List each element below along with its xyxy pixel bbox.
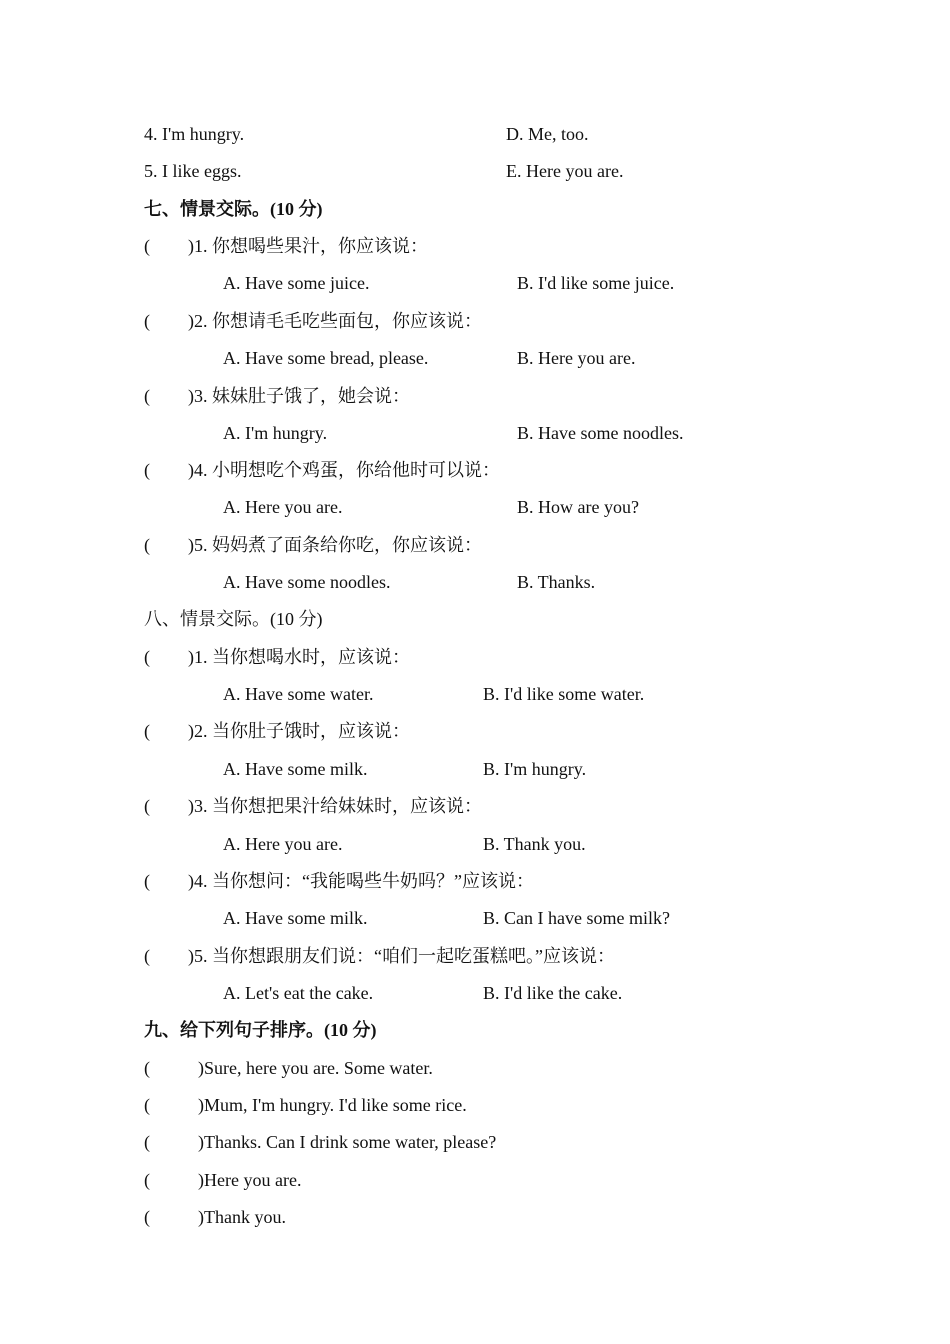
answer-blank[interactable]: (	[144, 1058, 150, 1078]
s7-q1	[144, 233, 428, 259]
question-text: 当你肚子饿时，应该说：	[212, 721, 410, 741]
s7-q3	[144, 383, 410, 409]
question-text: 你想请毛毛吃些面包，你应该说：	[212, 311, 482, 331]
s7-q2-option-a: A. Have some bread, please.	[223, 348, 429, 368]
question-number: )4.	[188, 460, 208, 480]
question-number: )4.	[188, 871, 208, 891]
question-text: 当你想跟朋友们说：“咱们一起吃蛋糕吧。”应该说：	[212, 946, 615, 966]
s7-q1-option-a: A. Have some juice.	[223, 273, 370, 293]
answer-blank[interactable]: (	[144, 535, 150, 555]
answer-blank[interactable]: (	[144, 721, 150, 741]
s7-q1-option-b: B. I'd like some juice.	[517, 273, 675, 293]
match-row-5	[144, 158, 241, 184]
s8-q3-option-a: A. Here you are.	[223, 834, 343, 854]
sentence-text: )Here you are.	[198, 1170, 302, 1190]
question-text: 妹妹肚子饿了，她会说：	[212, 386, 410, 406]
s8-q1-option-b: B. I'd like some water.	[483, 684, 645, 704]
s9-sentence-2	[144, 1092, 467, 1118]
s7-q3-option-b: B. Have some noodles.	[517, 423, 684, 443]
s7-q2-option-b: B. Here you are.	[517, 348, 636, 368]
answer-blank[interactable]: (	[144, 1207, 150, 1227]
question-number: )3.	[188, 386, 208, 406]
question-number: )5.	[188, 946, 208, 966]
answer-blank[interactable]: (	[144, 946, 150, 966]
s8-q4-option-b: B. Can I have some milk?	[483, 908, 670, 928]
section8-heading: 八、情景交际。(10 分)	[144, 609, 323, 629]
s9-sentence-1	[144, 1055, 433, 1081]
sentence-text: )Thanks. Can I drink some water, please?	[198, 1132, 497, 1152]
s7-q4-option-a: A. Here you are.	[223, 497, 343, 517]
match-left-4: 4. I'm hungry.	[144, 124, 245, 144]
answer-blank[interactable]: (	[144, 236, 150, 256]
s8-q3	[144, 793, 482, 819]
answer-blank[interactable]: (	[144, 311, 150, 331]
s8-q4-option-a: A. Have some milk.	[223, 908, 368, 928]
s9-sentence-4	[144, 1167, 301, 1193]
s7-q5-option-a: A. Have some noodles.	[223, 572, 391, 592]
answer-blank[interactable]: (	[144, 647, 150, 667]
question-number: )3.	[188, 796, 208, 816]
question-number: )2.	[188, 311, 208, 331]
answer-blank[interactable]: (	[144, 871, 150, 891]
question-text: 当你想喝水时，应该说：	[212, 647, 410, 667]
s8-q2-option-a: A. Have some milk.	[223, 759, 368, 779]
section9-heading: 九、给下列句子排序。(10 分)	[144, 1020, 377, 1040]
s7-q2	[144, 308, 482, 334]
question-text: 小明想吃个鸡蛋，你给他时可以说：	[212, 460, 500, 480]
answer-blank[interactable]: (	[144, 386, 150, 406]
s7-q5-option-b: B. Thanks.	[517, 572, 596, 592]
section7-heading: 七、情景交际。(10 分)	[144, 199, 323, 219]
match-row-4	[144, 121, 244, 147]
question-text: 妈妈煮了面条给你吃，你应该说：	[212, 535, 482, 555]
s8-q5-option-b: B. I'd like the cake.	[483, 983, 623, 1003]
s7-q5	[144, 532, 482, 558]
sentence-text: )Mum, I'm hungry. I'd like some rice.	[198, 1095, 467, 1115]
s7-q3-option-a: A. I'm hungry.	[223, 423, 328, 443]
s8-q5	[144, 943, 615, 969]
match-left-5: 5. I like eggs.	[144, 161, 242, 181]
s8-q3-option-b: B. Thank you.	[483, 834, 586, 854]
answer-blank[interactable]: (	[144, 460, 150, 480]
s8-q5-option-a: A. Let's eat the cake.	[223, 983, 374, 1003]
s8-q2-option-b: B. I'm hungry.	[483, 759, 587, 779]
s8-q1-option-a: A. Have some water.	[223, 684, 374, 704]
s7-q4	[144, 457, 500, 483]
s7-q4-option-b: B. How are you?	[517, 497, 639, 517]
question-text: 当你想把果汁给妹妹时，应该说：	[212, 796, 482, 816]
sentence-text: )Thank you.	[198, 1207, 286, 1227]
question-number: )5.	[188, 535, 208, 555]
s9-sentence-5	[144, 1204, 286, 1230]
question-text: 你想喝些果汁，你应该说：	[212, 236, 428, 256]
s9-sentence-3	[144, 1129, 496, 1155]
match-right-e: E. Here you are.	[506, 161, 624, 181]
s8-q2	[144, 718, 410, 744]
sentence-text: )Sure, here you are. Some water.	[198, 1058, 433, 1078]
answer-blank[interactable]: (	[144, 1132, 150, 1152]
answer-blank[interactable]: (	[144, 796, 150, 816]
answer-blank[interactable]: (	[144, 1170, 150, 1190]
s8-q4	[144, 868, 534, 894]
question-number: )2.	[188, 721, 208, 741]
answer-blank[interactable]: (	[144, 1095, 150, 1115]
s8-q1	[144, 644, 410, 670]
question-text: 当你想问：“我能喝些牛奶吗？”应该说：	[212, 871, 534, 891]
question-number: )1.	[188, 647, 208, 667]
question-number: )1.	[188, 236, 208, 256]
match-right-d: D. Me, too.	[506, 124, 589, 144]
